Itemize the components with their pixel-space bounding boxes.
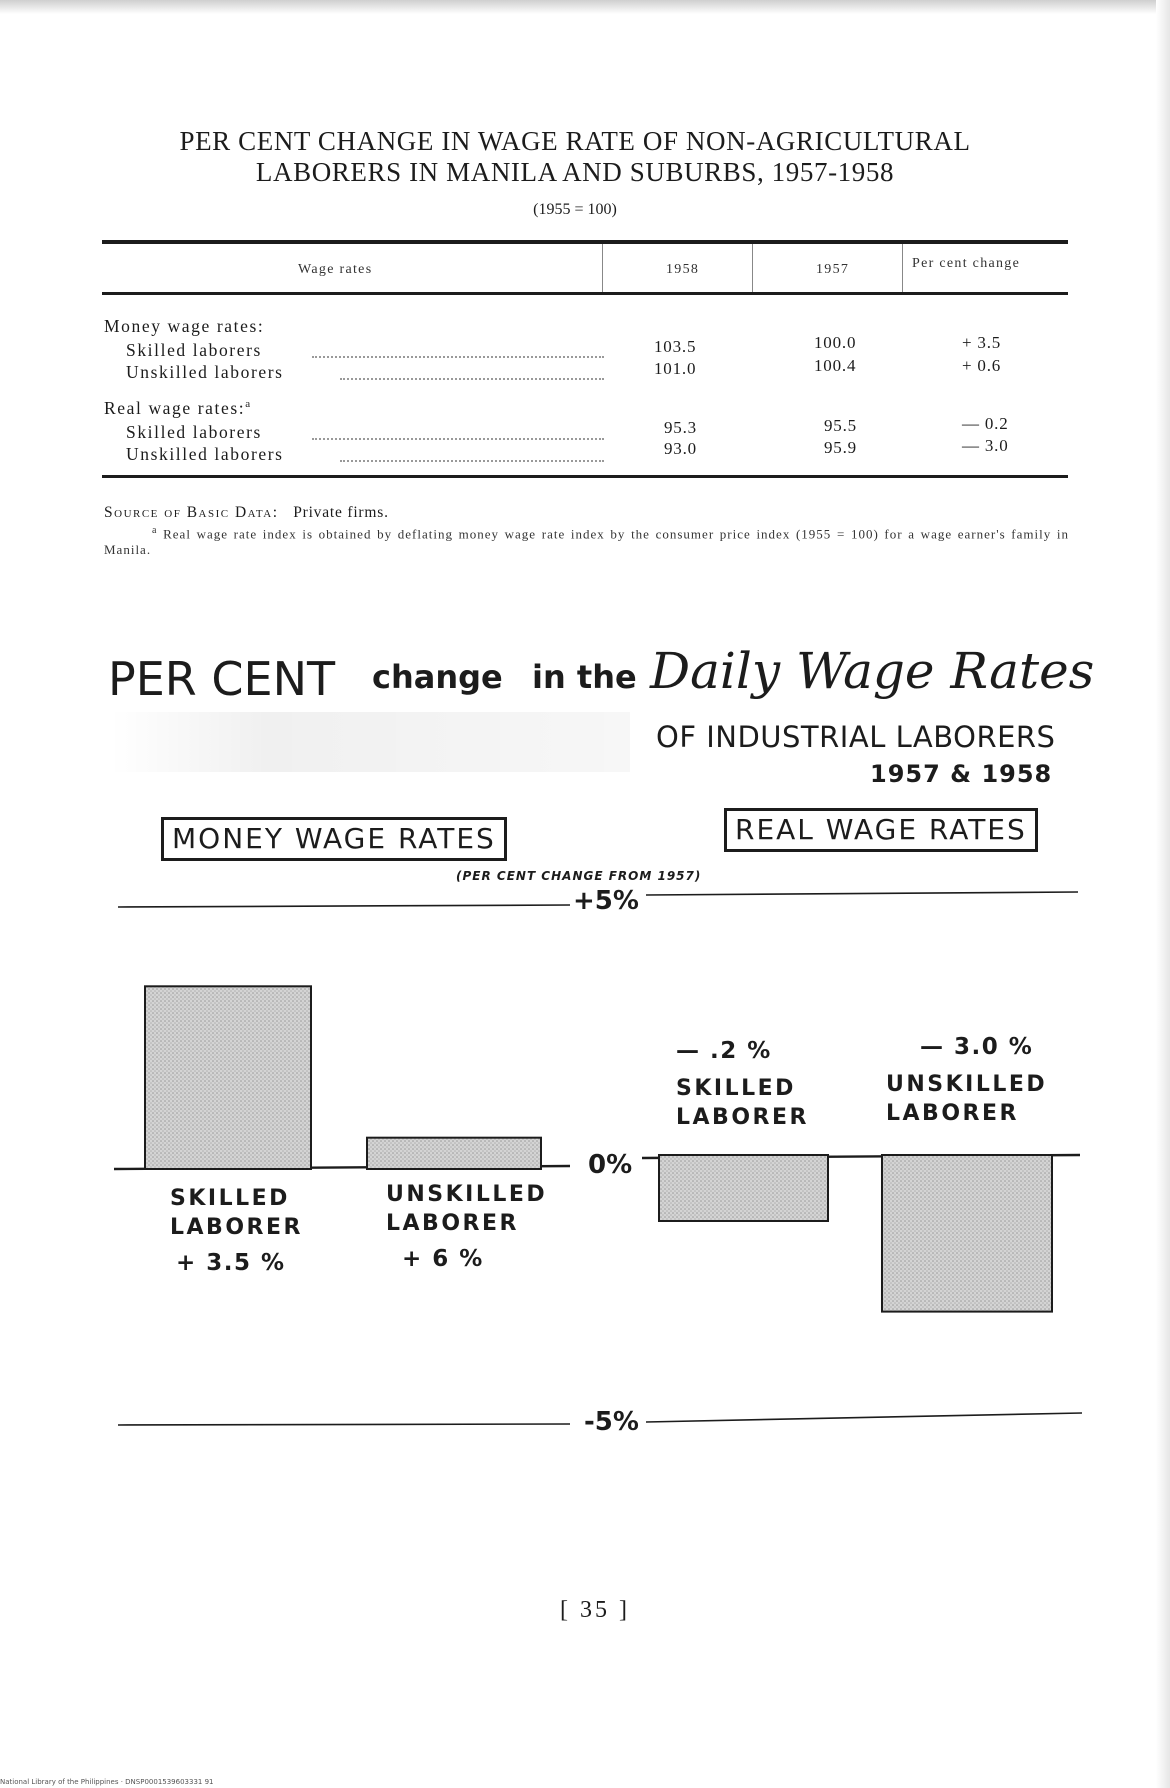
chart-title-part2: change: [372, 658, 503, 696]
row-label: Skilled laborers: [126, 422, 262, 442]
panel-label-money: MONEY WAGE RATES: [161, 817, 507, 861]
chart-title-line3: 1957 & 1958: [870, 760, 1053, 788]
cell-1957: 100.4: [814, 356, 857, 375]
cell-1957: 95.5: [824, 416, 857, 435]
bar-label-line: LABORER: [170, 1215, 303, 1240]
bar-value-skilled-money: + 3.5 %: [176, 1250, 286, 1276]
bar-skilled-real: [659, 1155, 828, 1221]
cell-change: + 0.6: [962, 356, 1002, 375]
cell-change: + 3.5: [962, 333, 1002, 352]
bar-label-line: SKILLED: [170, 1186, 290, 1211]
table-subtitle: (1955 = 100): [533, 201, 617, 218]
axis-label-minus5: -5%: [584, 1407, 639, 1437]
footnote-mark: a: [152, 525, 158, 536]
bar-label-line: LABORER: [676, 1105, 809, 1130]
cell-change: — 3.0: [962, 436, 1009, 455]
bar-value-unskilled-money: + 6 %: [402, 1246, 484, 1272]
axis-label-plus5: +5%: [573, 886, 639, 916]
gridline-plus5: [646, 892, 1078, 895]
cell-1958: 95.3: [664, 418, 697, 437]
cell-change: — 0.2: [962, 414, 1009, 433]
header-1957: 1957: [816, 262, 850, 277]
footnote-text: Real wage rate index is obtained by deflating money wage rate index by the consumer price index (1955 = 100) for a wage earner's family in Manila.: [104, 526, 1069, 558]
header-1958: 1958: [666, 262, 700, 277]
scan-credit: National Library of the Philippines · DNSP0001539603331 91: [0, 1778, 214, 1786]
table-title-line2: LABORERS IN MANILA AND SUBURBS, 1957-1958: [255, 157, 895, 187]
chart-title-line2: OF INDUSTRIAL LABORERS: [656, 720, 1056, 754]
row-label: Unskilled laborers: [126, 362, 284, 382]
bar-label-line: UNSKILLED: [886, 1072, 1048, 1097]
page-number: [ 35 ]: [560, 1597, 630, 1623]
bar-label-line: LABORER: [386, 1211, 519, 1236]
cell-1958: 93.0: [664, 439, 697, 458]
panel-label-real: REAL WAGE RATES: [724, 808, 1038, 852]
axis-label-zero: 0%: [588, 1150, 633, 1180]
bar-value-skilled-real: — .2 %: [676, 1038, 772, 1064]
bar-unskilled-real: [882, 1155, 1052, 1312]
group-label-money: Money wage rates:: [104, 316, 265, 336]
row-label: Unskilled laborers: [126, 444, 284, 464]
bar-skilled-money: [145, 986, 311, 1169]
cell-1958: 103.5: [654, 337, 697, 356]
bar-label-unskilled-real: [886, 1070, 1047, 1128]
chart-title-part3: in the: [532, 658, 637, 696]
chart-title-part1: PER CENT: [108, 652, 336, 706]
source-text: Private firms.: [293, 504, 389, 521]
table-title-line1: PER CENT CHANGE IN WAGE RATE OF NON-AGRICULTURAL: [179, 126, 971, 156]
cell-1957: 100.0: [814, 333, 857, 352]
source-label: Source of Basic Data:: [104, 504, 279, 521]
bar-label-skilled-money: [170, 1184, 303, 1242]
gridline-plus5: [118, 905, 570, 907]
header-per-cent-change: Per cent change: [912, 256, 1021, 271]
row-label: Skilled laborers: [126, 340, 262, 360]
gridline-minus5: [118, 1424, 570, 1425]
bar-label-skilled-real: [676, 1074, 809, 1132]
header-wage-rates: Wage rates: [298, 262, 373, 277]
chart-title-script: Daily Wage Rates: [650, 642, 1095, 700]
cell-1958: 101.0: [654, 359, 697, 378]
cell-1957: 95.9: [824, 438, 857, 457]
gridline-minus5: [646, 1413, 1082, 1422]
footnote-mark: a: [245, 398, 252, 411]
bar-value-unskilled-real: — 3.0 %: [920, 1034, 1034, 1060]
bar-label-line: LABORER: [886, 1101, 1019, 1126]
axis-note: (PER CENT CHANGE FROM 1957): [456, 869, 702, 883]
bar-label-unskilled-money: [386, 1180, 547, 1238]
bar-label-line: UNSKILLED: [386, 1182, 548, 1207]
bar-unskilled-money: [367, 1138, 541, 1169]
group-label-real-text: Real wage rates:: [104, 398, 246, 418]
bar-label-line: SKILLED: [676, 1076, 796, 1101]
